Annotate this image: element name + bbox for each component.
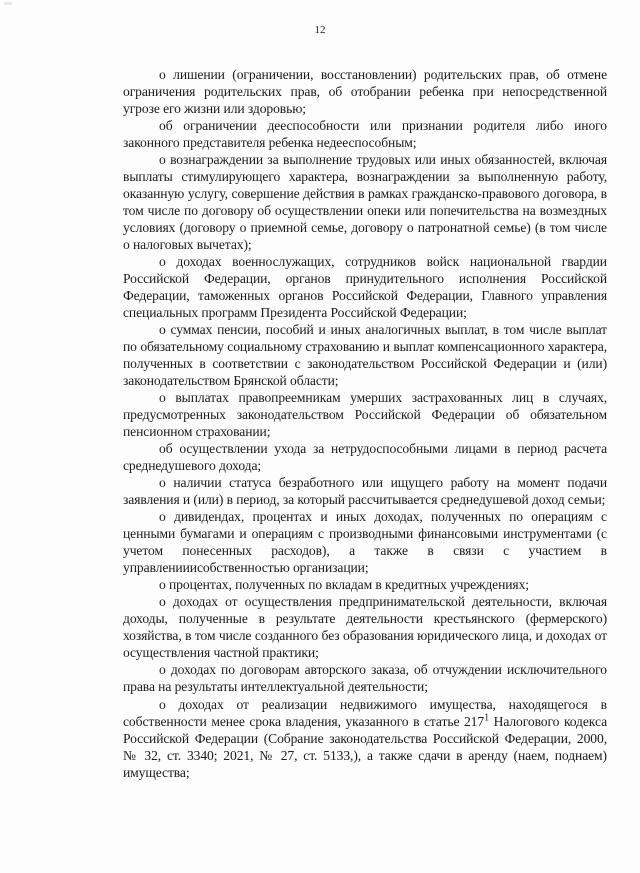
article-superscript: 1	[484, 712, 489, 724]
paragraph-military-income: о доходах военнослужащих, сотрудников войск национальной гвардии Российской Федерации, органов принудительного исполнения Российской Федерации, таможенных органов Российской Федерации, Главного управления специальных программ Президента Российской Федерации;	[123, 254, 607, 320]
paragraph-remuneration: о вознаграждении за выполнение трудовых или иных обязанностей, включая выплаты стимулирующего характера, вознаграждении за выполненную работу, оказанную услугу, совершение действия в рамках гражданско-правового договора, в том числе по договору об осуществлении опеки или попечительства на возмездных условиях (договору о приемной семье, договору о патронатной семье) (в том числе о налоговых вычетах);	[123, 152, 607, 252]
scan-artifact	[4, 2, 12, 5]
real-estate-text-end: Налогового кодекса Российской Федерации (Собрание законодательства Российской Федерации, 2000, № 32, ст. 3340; 2021, № 27, ст. 5133,), а также сдачи в аренду (наем, поднаем) имущества;	[123, 714, 608, 780]
paragraph-dividends: о дивидендах, процентах и иных доходах, полученных по операциям с ценными бумагами и операциям с производными финансовыми инструментами (с учетом понесенных расходов), а также в связи с участием в управленииисобственностью организации;	[123, 509, 607, 575]
paragraph-pensions: о суммах пенсии, пособий и иных аналогичных выплат, в том числе выплат по обязательному социальному страхованию и выплат компенсационного характера, полученных в соответствии с законодательством Российской Федерации и (или) законодательством Брянской области;	[123, 322, 607, 388]
paragraph-copyright: о доходах по договорам авторского заказа, об отчуждении исключительного права на результаты интеллектуальной деятельности;	[123, 662, 607, 694]
paragraph-deposit-interest: о процентах, полученных по вкладам в кредитных учреждениях;	[159, 577, 529, 592]
paragraph-legal-capacity: об ограничении дееспособности или признании родителя либо иного законного представителя ребенка недееспособным;	[123, 118, 607, 150]
paragraph-parental-rights: о лишении (ограничении, восстановлении) родительских прав, об отмене ограничения родительских прав, об отобрании ребенка при непосредственной угрозе его жизни или здоровью;	[123, 67, 607, 116]
page-number: 12	[314, 24, 326, 36]
paragraph-business-income: о доходах от осуществления предпринимательской деятельности, включая доходы, полученные в результате деятельности крестьянского (фермерского) хозяйства, в том числе созданного без образования юридического лица, и доходах от осуществления частной практики;	[123, 594, 607, 660]
paragraph-care: об осуществлении ухода за нетрудоспособными лицами в период расчета среднедушевого дохода;	[123, 441, 607, 473]
paragraph-unemployment: о наличии статуса безработного или ищущего работу на момент подачи заявления и (или) в период, за который рассчитывается среднедушевой доход семьи;	[123, 475, 607, 507]
paragraph-real-estate	[123, 696, 607, 781]
paragraph-successor-payments: о выплатах правопреемникам умерших застрахованных лиц в случаях, предусмотренных законодательством Российской Федерации об обязательном пенсионном страховании;	[123, 390, 607, 439]
document-body	[123, 66, 607, 781]
real-estate-text-start: о доходах от реализации недвижимого имущества, находящегося в собственности менее срока владения, указанного в статье 217	[123, 697, 607, 729]
